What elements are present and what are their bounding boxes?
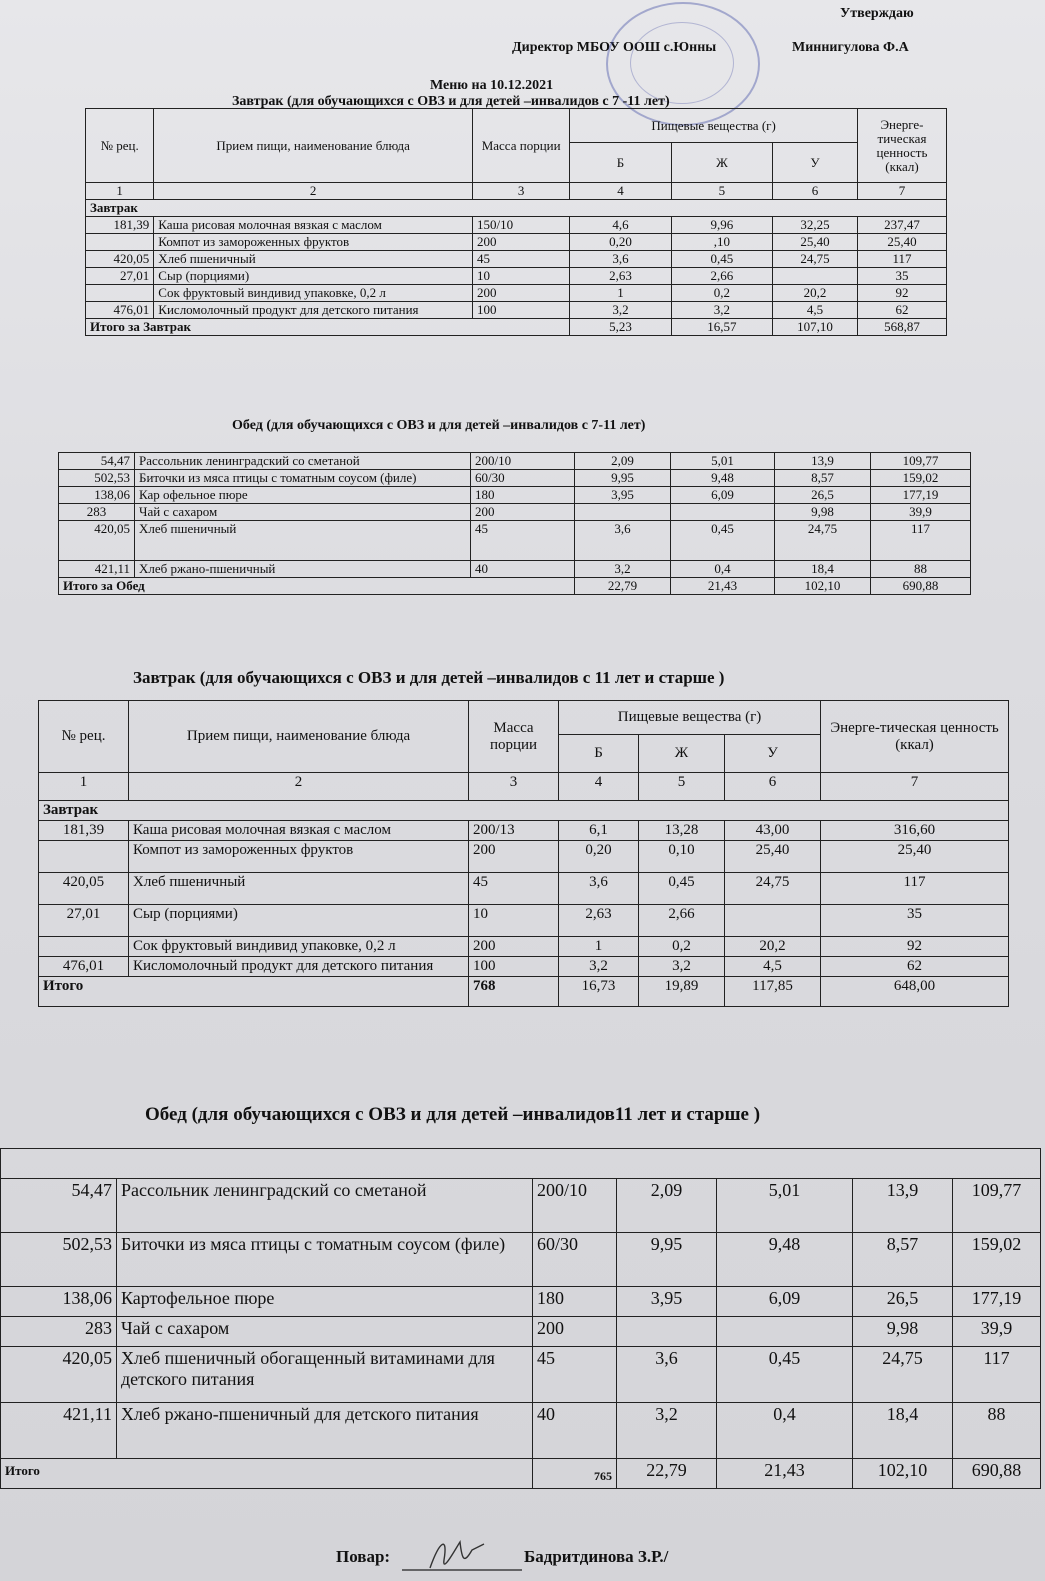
col-zh: Ж bbox=[671, 143, 772, 183]
dish-cell: Хлеб пшеничный bbox=[154, 251, 473, 268]
table-row bbox=[86, 268, 947, 285]
table-row bbox=[59, 487, 971, 504]
carb-cell: 25,40 bbox=[725, 841, 821, 873]
total-row bbox=[39, 977, 1009, 1007]
total-fat: 16,57 bbox=[671, 319, 772, 336]
energy-cell: 25,40 bbox=[857, 234, 946, 251]
fat-cell: 0,2 bbox=[639, 937, 725, 957]
table-row bbox=[39, 905, 1009, 937]
fat-cell: ,10 bbox=[671, 234, 772, 251]
rec-cell: 420,05 bbox=[39, 873, 129, 905]
col-number: 7 bbox=[821, 773, 1009, 801]
mass-cell: 10 bbox=[469, 905, 559, 937]
carb-cell: 43,00 bbox=[725, 821, 821, 841]
rec-cell: 138,06 bbox=[59, 487, 135, 504]
dish-cell: Сок фруктовый виндивид упаковке, 0,2 л bbox=[129, 937, 469, 957]
rec-cell bbox=[86, 285, 154, 302]
fat-cell: 9,96 bbox=[671, 217, 772, 234]
rec-cell: 27,01 bbox=[86, 268, 154, 285]
mass-cell: 60/30 bbox=[533, 1233, 617, 1287]
fat-cell: 3,2 bbox=[639, 957, 725, 977]
total-fat: 21,43 bbox=[671, 578, 775, 595]
protein-cell: 9,95 bbox=[575, 470, 671, 487]
fat-cell: 0,10 bbox=[639, 841, 725, 873]
protein-cell: 3,6 bbox=[617, 1347, 717, 1403]
carb-cell: 9,98 bbox=[775, 504, 871, 521]
breakfast-7-11-table bbox=[85, 108, 947, 336]
col-nutrients: Пищевые вещества (г) bbox=[570, 109, 858, 143]
col-number: 1 bbox=[39, 773, 129, 801]
energy-cell: 159,02 bbox=[953, 1233, 1041, 1287]
rec-cell: 54,47 bbox=[1, 1179, 117, 1233]
lunch-11plus-table bbox=[0, 1148, 1041, 1489]
fat-cell: 6,09 bbox=[671, 487, 775, 504]
col-nutrients: Пищевые вещества (г) bbox=[559, 701, 821, 735]
energy-cell: 35 bbox=[857, 268, 946, 285]
col-number: 4 bbox=[559, 773, 639, 801]
dish-cell: Картофельное пюре bbox=[117, 1287, 533, 1317]
mass-cell: 200/13 bbox=[469, 821, 559, 841]
mass-cell: 200 bbox=[533, 1317, 617, 1347]
mass-cell: 200 bbox=[471, 504, 575, 521]
fat-cell: 0,45 bbox=[671, 521, 775, 561]
rec-cell bbox=[39, 937, 129, 957]
col-number: 1 bbox=[86, 183, 154, 200]
total-label: Итого bbox=[1, 1459, 533, 1489]
total-protein: 22,79 bbox=[617, 1459, 717, 1489]
col-mass: Масса порции bbox=[469, 701, 559, 773]
col-b: Б bbox=[559, 735, 639, 773]
lunch-7-11-table bbox=[58, 452, 971, 595]
protein-cell: 0,20 bbox=[559, 841, 639, 873]
mass-cell: 200 bbox=[469, 841, 559, 873]
energy-cell: 88 bbox=[953, 1403, 1041, 1459]
total-fat: 19,89 bbox=[639, 977, 725, 1007]
rec-cell: 181,39 bbox=[86, 217, 154, 234]
total-row bbox=[59, 578, 971, 595]
table-row bbox=[39, 821, 1009, 841]
mass-cell: 45 bbox=[471, 521, 575, 561]
fat-cell: 9,48 bbox=[671, 470, 775, 487]
rec-cell: 420,05 bbox=[59, 521, 135, 561]
col-zh: Ж bbox=[639, 735, 725, 773]
dish-cell: Сыр (порциями) bbox=[154, 268, 473, 285]
rec-cell: 476,01 bbox=[86, 302, 154, 319]
carb-cell bbox=[773, 268, 858, 285]
energy-cell: 237,47 bbox=[857, 217, 946, 234]
protein-cell: 1 bbox=[559, 937, 639, 957]
mass-cell: 200/10 bbox=[471, 453, 575, 470]
rec-cell: 138,06 bbox=[1, 1287, 117, 1317]
breakfast-7-11-title: Завтрак (для обучающихся с ОВЗ и для детей –инвалидов с 7 -11 лет) bbox=[232, 94, 670, 109]
energy-cell: 35 bbox=[821, 905, 1009, 937]
dish-cell: Хлеб ржано-пшеничный bbox=[135, 561, 471, 578]
fat-cell bbox=[671, 504, 775, 521]
col-number: 4 bbox=[570, 183, 671, 200]
cook-name: Бадритдинова З.Р./ bbox=[524, 1547, 669, 1566]
fat-cell: 0,45 bbox=[717, 1347, 853, 1403]
col-number: 2 bbox=[129, 773, 469, 801]
energy-cell: 88 bbox=[871, 561, 971, 578]
meal-label: Завтрак bbox=[86, 200, 947, 217]
mass-cell: 40 bbox=[533, 1403, 617, 1459]
table-row bbox=[1, 1233, 1041, 1287]
mass-cell: 40 bbox=[471, 561, 575, 578]
dish-cell: Чай с сахаром bbox=[117, 1317, 533, 1347]
protein-cell: 3,6 bbox=[570, 251, 671, 268]
breakfast-11plus-title: Завтрак (для обучающихся с ОВЗ и для детей –инвалидов с 11 лет и старше ) bbox=[133, 668, 725, 687]
fat-cell: 2,66 bbox=[639, 905, 725, 937]
mass-cell: 200/10 bbox=[533, 1179, 617, 1233]
table-row bbox=[39, 937, 1009, 957]
table-row bbox=[1, 1317, 1041, 1347]
dish-cell: Каша рисовая молочная вязкая с маслом bbox=[154, 217, 473, 234]
col-rec: № рец. bbox=[86, 109, 154, 183]
carb-cell: 25,40 bbox=[773, 234, 858, 251]
total-fat: 21,43 bbox=[717, 1459, 853, 1489]
protein-cell: 4,6 bbox=[570, 217, 671, 234]
rec-cell: 420,05 bbox=[86, 251, 154, 268]
energy-cell: 25,40 bbox=[821, 841, 1009, 873]
table-row bbox=[39, 841, 1009, 873]
protein-cell: 2,09 bbox=[575, 453, 671, 470]
protein-cell: 1 bbox=[570, 285, 671, 302]
total-label: Итого bbox=[39, 977, 469, 1007]
mass-cell: 200 bbox=[473, 285, 570, 302]
protein-cell: 3,2 bbox=[559, 957, 639, 977]
energy-cell: 117 bbox=[953, 1347, 1041, 1403]
carb-cell: 4,5 bbox=[725, 957, 821, 977]
col-number: 2 bbox=[154, 183, 473, 200]
fat-cell: 0,4 bbox=[671, 561, 775, 578]
col-name: Прием пищи, наименование блюда bbox=[129, 701, 469, 773]
col-mass: Масса порции bbox=[473, 109, 570, 183]
dish-cell: Сок фруктовый виндивид упаковке, 0,2 л bbox=[154, 285, 473, 302]
dish-cell: Биточки из мяса птицы с томатным соусом (филе) bbox=[135, 470, 471, 487]
fat-cell: 0,4 bbox=[717, 1403, 853, 1459]
total-carb: 102,10 bbox=[775, 578, 871, 595]
mass-cell: 45 bbox=[473, 251, 570, 268]
protein-cell: 6,1 bbox=[559, 821, 639, 841]
total-row bbox=[86, 319, 947, 336]
dish-cell: Кар офельное пюре bbox=[135, 487, 471, 504]
energy-cell: 109,77 bbox=[953, 1179, 1041, 1233]
carb-cell: 13,9 bbox=[775, 453, 871, 470]
fat-cell: 13,28 bbox=[639, 821, 725, 841]
mass-cell: 200 bbox=[473, 234, 570, 251]
mass-cell: 100 bbox=[469, 957, 559, 977]
col-u: У bbox=[725, 735, 821, 773]
protein-cell: 2,09 bbox=[617, 1179, 717, 1233]
director-title: Директор МБОУ ООШ с.Юнны bbox=[512, 40, 717, 55]
rec-cell bbox=[39, 841, 129, 873]
total-mass: 768 bbox=[469, 977, 559, 1007]
empty-header-row bbox=[1, 1149, 1041, 1179]
col-number: 6 bbox=[725, 773, 821, 801]
rec-cell: 502,53 bbox=[1, 1233, 117, 1287]
table-row bbox=[86, 217, 947, 234]
total-energy: 568,87 bbox=[857, 319, 946, 336]
dish-cell: Хлеб ржано-пшеничный для детского питания bbox=[117, 1403, 533, 1459]
fat-cell bbox=[717, 1317, 853, 1347]
table-row bbox=[39, 957, 1009, 977]
energy-cell: 62 bbox=[821, 957, 1009, 977]
energy-cell: 316,60 bbox=[821, 821, 1009, 841]
energy-cell: 159,02 bbox=[871, 470, 971, 487]
col-energy: Энерге-тическая ценность (ккал) bbox=[821, 701, 1009, 773]
total-label: Итого за Завтрак bbox=[86, 319, 570, 336]
total-row bbox=[1, 1459, 1041, 1489]
col-energy: Энерге-тическая ценность (ккал) bbox=[857, 109, 946, 183]
fat-cell: 5,01 bbox=[671, 453, 775, 470]
dish-cell: Компот из замороженных фруктов bbox=[154, 234, 473, 251]
lunch-11plus-title: Обед (для обучающихся с ОВЗ и для детей –инвалидов11 лет и старше ) bbox=[145, 1104, 761, 1125]
fat-cell: 9,48 bbox=[717, 1233, 853, 1287]
carb-cell: 8,57 bbox=[775, 470, 871, 487]
carb-cell: 32,25 bbox=[773, 217, 858, 234]
total-label: Итого за Обед bbox=[59, 578, 575, 595]
energy-cell: 117 bbox=[857, 251, 946, 268]
carb-cell: 24,75 bbox=[775, 521, 871, 561]
table-row bbox=[59, 521, 971, 561]
carb-cell: 13,9 bbox=[853, 1179, 953, 1233]
col-rec: № рец. bbox=[39, 701, 129, 773]
carb-cell: 20,2 bbox=[725, 937, 821, 957]
rec-cell bbox=[86, 234, 154, 251]
energy-cell: 39,9 bbox=[953, 1317, 1041, 1347]
carb-cell: 4,5 bbox=[773, 302, 858, 319]
mass-cell: 10 bbox=[473, 268, 570, 285]
energy-cell: 92 bbox=[821, 937, 1009, 957]
carb-cell: 9,98 bbox=[853, 1317, 953, 1347]
col-number: 6 bbox=[773, 183, 858, 200]
carb-cell: 26,5 bbox=[775, 487, 871, 504]
col-b: Б bbox=[570, 143, 671, 183]
carb-cell: 24,75 bbox=[725, 873, 821, 905]
dish-cell: Хлеб пшеничный bbox=[129, 873, 469, 905]
dish-cell: Хлеб пшеничный обогащенный витаминами для детского питания bbox=[117, 1347, 533, 1403]
cook-signature bbox=[400, 1530, 525, 1578]
total-energy: 690,88 bbox=[871, 578, 971, 595]
menu-date: Меню на 10.12.2021 bbox=[430, 78, 554, 93]
energy-cell: 117 bbox=[821, 873, 1009, 905]
col-name: Прием пищи, наименование блюда bbox=[154, 109, 473, 183]
protein-cell: 3,2 bbox=[575, 561, 671, 578]
dish-cell: Рассольник ленинградский со сметаной bbox=[117, 1179, 533, 1233]
dish-cell: Сыр (порциями) bbox=[129, 905, 469, 937]
protein-cell: 3,95 bbox=[617, 1287, 717, 1317]
carb-cell: 8,57 bbox=[853, 1233, 953, 1287]
dish-cell: Каша рисовая молочная вязкая с маслом bbox=[129, 821, 469, 841]
protein-cell: 2,63 bbox=[559, 905, 639, 937]
table-row bbox=[59, 504, 971, 521]
approve-label: Утверждаю bbox=[840, 6, 914, 21]
dish-cell: Рассольник ленинградский со сметаной bbox=[135, 453, 471, 470]
dish-cell: Компот из замороженных фруктов bbox=[129, 841, 469, 873]
rec-cell: 181,39 bbox=[39, 821, 129, 841]
carb-cell bbox=[725, 905, 821, 937]
fat-cell: 5,01 bbox=[717, 1179, 853, 1233]
rec-cell: 27,01 bbox=[39, 905, 129, 937]
dish-cell: Хлеб пшеничный bbox=[135, 521, 471, 561]
col-number: 7 bbox=[857, 183, 946, 200]
mass-cell: 100 bbox=[473, 302, 570, 319]
protein-cell: 3,2 bbox=[570, 302, 671, 319]
col-number: 3 bbox=[469, 773, 559, 801]
carb-cell: 26,5 bbox=[853, 1287, 953, 1317]
fat-cell: 6,09 bbox=[717, 1287, 853, 1317]
protein-cell bbox=[617, 1317, 717, 1347]
total-protein: 22,79 bbox=[575, 578, 671, 595]
fat-cell: 0,45 bbox=[639, 873, 725, 905]
breakfast-11plus-table bbox=[38, 700, 1009, 1007]
table-row bbox=[86, 251, 947, 268]
fat-cell: 0,2 bbox=[671, 285, 772, 302]
energy-cell: 177,19 bbox=[871, 487, 971, 504]
rec-cell: 283 bbox=[1, 1317, 117, 1347]
carb-cell: 18,4 bbox=[853, 1403, 953, 1459]
director-name: Миннигулова Ф.А bbox=[792, 40, 909, 55]
fat-cell: 3,2 bbox=[671, 302, 772, 319]
carb-cell: 24,75 bbox=[773, 251, 858, 268]
col-u: У bbox=[773, 143, 858, 183]
table-row bbox=[86, 285, 947, 302]
table-row bbox=[1, 1403, 1041, 1459]
table-row bbox=[86, 234, 947, 251]
carb-cell: 18,4 bbox=[775, 561, 871, 578]
rec-cell: 420,05 bbox=[1, 1347, 117, 1403]
table-row bbox=[59, 561, 971, 578]
energy-cell: 109,77 bbox=[871, 453, 971, 470]
energy-cell: 92 bbox=[857, 285, 946, 302]
rec-cell: 54,47 bbox=[59, 453, 135, 470]
total-protein: 16,73 bbox=[559, 977, 639, 1007]
col-number: 5 bbox=[671, 183, 772, 200]
total-mass: 765 bbox=[533, 1459, 617, 1489]
mass-cell: 45 bbox=[533, 1347, 617, 1403]
dish-cell: Биточки из мяса птицы с томатным соусом (филе) bbox=[117, 1233, 533, 1287]
energy-cell: 39,9 bbox=[871, 504, 971, 521]
rec-cell: 421,11 bbox=[1, 1403, 117, 1459]
protein-cell: 0,20 bbox=[570, 234, 671, 251]
mass-cell: 150/10 bbox=[473, 217, 570, 234]
table-row bbox=[86, 302, 947, 319]
fat-cell: 0,45 bbox=[671, 251, 772, 268]
protein-cell: 3,95 bbox=[575, 487, 671, 504]
protein-cell: 3,6 bbox=[559, 873, 639, 905]
table-row bbox=[39, 873, 1009, 905]
total-carb: 117,85 bbox=[725, 977, 821, 1007]
energy-cell: 62 bbox=[857, 302, 946, 319]
table-row bbox=[59, 453, 971, 470]
lunch-7-11-title: Обед (для обучающихся с ОВЗ и для детей –инвалидов с 7-11 лет) bbox=[232, 418, 646, 433]
mass-cell: 60/30 bbox=[471, 470, 575, 487]
meal-label: Завтрак bbox=[39, 801, 1009, 821]
mass-cell: 180 bbox=[533, 1287, 617, 1317]
table-row bbox=[59, 470, 971, 487]
energy-cell: 177,19 bbox=[953, 1287, 1041, 1317]
protein-cell: 9,95 bbox=[617, 1233, 717, 1287]
col-number: 5 bbox=[639, 773, 725, 801]
carb-cell: 20,2 bbox=[773, 285, 858, 302]
total-carb: 102,10 bbox=[853, 1459, 953, 1489]
mass-cell: 200 bbox=[469, 937, 559, 957]
table-row bbox=[1, 1179, 1041, 1233]
energy-cell: 117 bbox=[871, 521, 971, 561]
rec-cell: 283 bbox=[59, 504, 135, 521]
rec-cell: 476,01 bbox=[39, 957, 129, 977]
dish-cell: Чай с сахаром bbox=[135, 504, 471, 521]
cook-label: Повар: bbox=[336, 1547, 391, 1566]
table-row bbox=[1, 1287, 1041, 1317]
rec-cell: 421,11 bbox=[59, 561, 135, 578]
total-energy: 648,00 bbox=[821, 977, 1009, 1007]
dish-cell: Кисломолочный продукт для детского питания bbox=[129, 957, 469, 977]
protein-cell bbox=[575, 504, 671, 521]
total-protein: 5,23 bbox=[570, 319, 671, 336]
protein-cell: 3,2 bbox=[617, 1403, 717, 1459]
dish-cell: Кисломолочный продукт для детского питания bbox=[154, 302, 473, 319]
protein-cell: 2,63 bbox=[570, 268, 671, 285]
total-carb: 107,10 bbox=[773, 319, 858, 336]
fat-cell: 2,66 bbox=[671, 268, 772, 285]
mass-cell: 45 bbox=[469, 873, 559, 905]
rec-cell: 502,53 bbox=[59, 470, 135, 487]
total-energy: 690,88 bbox=[953, 1459, 1041, 1489]
protein-cell: 3,6 bbox=[575, 521, 671, 561]
table-row bbox=[1, 1347, 1041, 1403]
mass-cell: 180 bbox=[471, 487, 575, 504]
col-number: 3 bbox=[473, 183, 570, 200]
carb-cell: 24,75 bbox=[853, 1347, 953, 1403]
